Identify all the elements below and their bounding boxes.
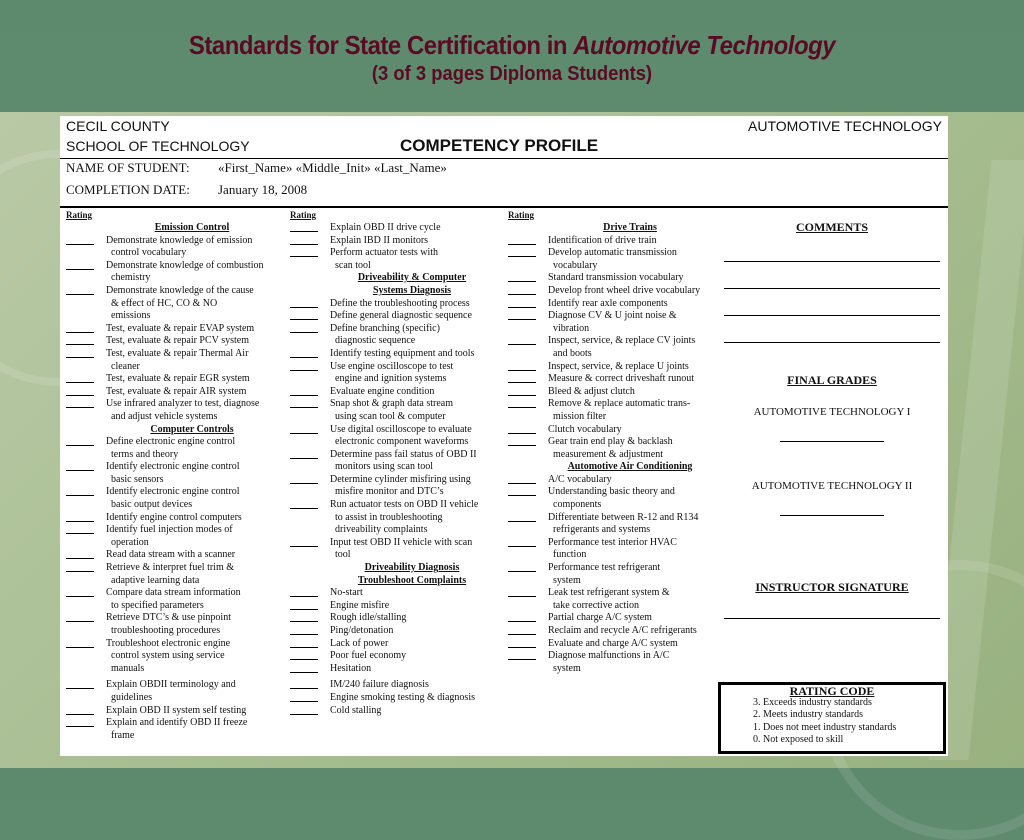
section-heading: Emission Control — [154, 222, 230, 233]
competency-text: Compare data stream information — [106, 587, 241, 599]
competency-item — [290, 612, 504, 625]
competency-item — [508, 512, 722, 525]
competency-item — [290, 650, 504, 663]
rating-blank — [290, 587, 318, 597]
competency-item — [290, 398, 504, 411]
competency-item — [290, 587, 504, 600]
rating-blank — [290, 625, 318, 635]
competency-text: Define general diagnostic sequence — [330, 310, 472, 322]
competency-item — [290, 247, 504, 260]
competency-item — [66, 638, 288, 651]
competency-item — [290, 449, 504, 462]
rating-blank — [66, 679, 94, 689]
rating-blank — [66, 436, 94, 446]
competency-text-continued: basic sensors — [111, 473, 164, 485]
competency-text: Define branching (specific) — [330, 322, 440, 334]
slide-title — [0, 30, 1024, 86]
comment-line — [724, 287, 940, 289]
rating-blank — [66, 587, 94, 597]
competency-text: Develop automatic transmission — [548, 247, 677, 259]
competency-text: Explain IBD II monitors — [330, 234, 429, 246]
competency-item — [66, 335, 288, 348]
rating-blank — [508, 235, 536, 245]
rating-blank — [290, 222, 318, 232]
rating-header: Rating — [66, 210, 93, 220]
competency-item — [508, 247, 722, 260]
competency-column-1 — [66, 210, 288, 742]
competency-text: Test, evaluate & repair EGR system — [106, 373, 250, 385]
competency-item — [66, 512, 288, 525]
competency-item — [66, 323, 288, 336]
competency-item — [66, 461, 288, 474]
rating-blank — [508, 612, 536, 622]
rating-blank — [508, 272, 536, 282]
competency-text: Demonstrate knowledge of combustion — [106, 259, 264, 271]
student-name-label: NAME OF STUDENT: — [66, 160, 190, 175]
competency-text: Cold stalling — [330, 704, 382, 716]
competency-text: Run actuator tests on OBD II vehicle — [330, 499, 479, 511]
competency-text: Test, evaluate & repair EVAP system — [106, 322, 255, 334]
competency-text-continued: scan tool — [335, 259, 371, 271]
competency-item — [66, 486, 288, 499]
grade-label-2: AUTOMOTIVE TECHNOLOGY II — [751, 480, 913, 492]
rating-blank — [290, 679, 318, 689]
competency-item — [508, 310, 722, 323]
competency-item — [290, 298, 504, 311]
rating-blank — [66, 612, 94, 622]
competency-text: Explain OBD II system self testing — [106, 704, 247, 716]
rating-code-box — [718, 682, 946, 754]
rating-blank — [290, 705, 318, 715]
competency-text: Input test OBD II vehicle with scan — [330, 536, 473, 548]
rating-blank — [290, 235, 318, 245]
competency-text: Measure & correct driveshaft runout — [548, 373, 695, 385]
slide-subtitle: (3 of 3 pages Diploma Students) — [371, 63, 653, 85]
competency-text: Retrieve & interpret fuel trim & — [106, 562, 235, 574]
competency-item — [290, 625, 504, 638]
competency-text-continued: function — [553, 549, 587, 561]
rating-blank — [508, 512, 536, 522]
department-name: AUTOMOTIVE TECHNOLOGY — [748, 118, 942, 134]
rating-blank — [508, 386, 536, 396]
competency-text: No-start — [330, 587, 363, 599]
grade-line — [780, 514, 884, 516]
competency-text-continued: manuals — [111, 662, 145, 674]
rating-blank — [290, 600, 318, 610]
divider — [60, 206, 948, 208]
competency-text-continued: guidelines — [111, 691, 153, 703]
rating-code-item: 1. Does not meet industry standards — [753, 721, 897, 733]
competency-item — [290, 663, 504, 676]
rating-blank — [290, 298, 318, 308]
competency-item — [290, 424, 504, 437]
competency-text-continued: vocabulary — [553, 259, 598, 271]
competency-item — [290, 348, 504, 361]
competency-item — [66, 587, 288, 600]
competency-item — [66, 717, 288, 730]
competency-item — [508, 298, 722, 311]
competency-text-continued: adaptive learning data — [111, 574, 200, 586]
competency-text-continued: measurement & adjustment — [553, 448, 663, 460]
competency-item — [508, 486, 722, 499]
competency-item — [508, 235, 722, 248]
comment-line — [724, 260, 940, 262]
competency-text-continued: diagnostic sequence — [335, 335, 416, 347]
competency-text: Understanding basic theory and — [548, 486, 675, 498]
competency-item — [66, 348, 288, 361]
rating-blank — [66, 705, 94, 715]
rating-blank — [290, 449, 318, 459]
rating-blank — [290, 537, 318, 547]
competency-text-continued: and adjust vehicle systems — [111, 410, 218, 422]
rating-blank — [290, 499, 318, 509]
competency-text: Diagnose malfunctions in A/C — [548, 650, 670, 662]
competency-item — [508, 386, 722, 399]
competency-text: Perform actuator tests with — [330, 247, 439, 259]
competency-item — [290, 222, 504, 235]
competency-item — [290, 235, 504, 248]
competency-text: A/C vocabulary — [548, 473, 612, 485]
competency-text-continued: system — [553, 574, 581, 586]
rating-code-title: RATING CODE — [789, 684, 875, 698]
competency-item — [290, 474, 504, 487]
competency-text: Poor fuel economy — [330, 650, 407, 662]
rating-blank — [508, 537, 536, 547]
final-grades-title: FINAL GRADES — [787, 373, 877, 387]
competency-text-continued: and boots — [553, 347, 592, 359]
competency-text: Use digital oscilloscope to evaluate — [330, 423, 472, 435]
rating-blank — [508, 424, 536, 434]
competency-text: Performance test refrigerant — [548, 562, 661, 574]
rating-blank — [66, 562, 94, 572]
competency-text-continued: troubleshooting procedures — [111, 625, 221, 636]
competency-item — [508, 587, 722, 600]
rating-blank — [290, 398, 318, 408]
section-heading: Automotive Air Conditioning — [567, 461, 693, 473]
competency-text: Reclaim and recycle A/C refrigerants — [548, 625, 697, 636]
competency-text: Standard transmission vocabulary — [548, 272, 684, 284]
rating-blank — [290, 638, 318, 648]
competency-item — [66, 562, 288, 575]
competency-text-continued: & effect of HC, CO & NO — [111, 297, 218, 309]
competency-item — [508, 398, 722, 411]
rating-blank — [66, 260, 94, 270]
competency-item — [290, 499, 504, 512]
competency-item — [66, 705, 288, 718]
rating-blank — [66, 386, 94, 396]
competency-text: Inspect, service, & replace CV joints — [548, 335, 696, 347]
rating-blank — [66, 486, 94, 496]
rating-blank — [66, 512, 94, 522]
competency-text: Performance test interior HVAC — [548, 536, 677, 548]
competency-text-continued: engine and ignition systems — [335, 373, 447, 385]
competency-item — [290, 600, 504, 613]
competency-text-continued: mission filter — [553, 410, 607, 422]
rating-header: Rating — [508, 210, 535, 220]
competency-item — [508, 285, 722, 298]
signature-line — [724, 617, 940, 619]
competency-item — [508, 650, 722, 663]
school-name-line-2: SCHOOL OF TECHNOLOGY — [66, 138, 250, 154]
comment-line — [724, 314, 940, 316]
title-prefix: Standards for State Certification in — [188, 30, 574, 60]
rating-blank — [508, 474, 536, 484]
rating-blank — [66, 323, 94, 333]
competency-item — [66, 373, 288, 386]
competency-item — [290, 361, 504, 374]
competency-text-continued: control system using service — [111, 650, 225, 662]
competency-text: Use engine oscilloscope to test — [330, 360, 454, 372]
rating-blank — [290, 386, 318, 396]
competency-text: Identify rear axle components — [548, 297, 668, 309]
competency-text: Remove & replace automatic trans- — [548, 398, 691, 410]
divider — [60, 158, 948, 159]
competency-text: Identification of drive train — [548, 234, 657, 246]
rating-blank — [508, 650, 536, 660]
competency-text: Clutch vocabulary — [548, 423, 622, 435]
rating-blank — [66, 373, 94, 383]
completion-date-label: COMPLETION DATE: — [66, 182, 190, 197]
competency-item — [508, 537, 722, 550]
competency-text: Bleed & adjust clutch — [548, 385, 635, 397]
rating-blank — [290, 323, 318, 333]
rating-blank — [290, 692, 318, 702]
rating-blank — [508, 398, 536, 408]
competency-text-continued: basic output devices — [111, 499, 193, 511]
rating-blank — [508, 361, 536, 371]
rating-blank — [508, 298, 536, 308]
title-emphasis: Automotive Technology — [573, 30, 836, 60]
competency-text: Leak test refrigerant system & — [548, 587, 670, 599]
competency-item — [508, 272, 722, 285]
competency-text: Determine cylinder misfiring using — [330, 473, 471, 485]
competency-column-3 — [508, 210, 722, 675]
competency-text: Differentiate between R-12 and R134 — [548, 511, 699, 523]
rating-blank — [508, 335, 536, 345]
rating-blank — [290, 612, 318, 622]
competency-text: Identify electronic engine control — [106, 486, 240, 498]
competency-text: Ping/detonation — [330, 625, 394, 636]
competency-text-continued: misfire monitor and DTC’s — [335, 486, 444, 498]
comment-line — [724, 341, 940, 343]
competency-text: Hesitation — [330, 662, 372, 674]
competency-text-continued: terms and theory — [111, 448, 179, 460]
rating-blank — [508, 486, 536, 496]
competency-text-continued: chemistry — [111, 272, 151, 284]
rating-blank — [290, 310, 318, 320]
rating-blank — [508, 247, 536, 257]
competency-text: Rough idle/stalling — [330, 612, 407, 624]
section-heading: Driveability & Computer — [357, 272, 467, 284]
competency-item — [508, 424, 722, 437]
competency-item — [290, 692, 504, 705]
competency-text: Diagnose CV & U joint noise & — [548, 310, 677, 322]
rating-blank — [290, 348, 318, 358]
competency-text: Demonstrate knowledge of the cause — [106, 284, 254, 296]
competency-text: Develop front wheel drive vocabulary — [548, 284, 701, 296]
competency-item — [290, 537, 504, 550]
section-heading: Driveability Diagnosis — [364, 562, 460, 574]
rating-blank — [290, 247, 318, 257]
competency-item — [66, 436, 288, 449]
competency-text: Test, evaluate & repair PCV system — [106, 335, 249, 347]
rating-blank — [66, 348, 94, 358]
competency-text-continued: tool — [335, 549, 351, 561]
competency-text: Determine pass fail status of OBD II — [330, 448, 477, 460]
profile-title: COMPETENCY PROFILE — [400, 136, 599, 155]
rating-blank — [290, 663, 318, 673]
rating-blank — [66, 638, 94, 648]
competency-text: Use infrared analyzer to test, diagnose — [106, 398, 260, 410]
completion-date-value: January 18, 2008 — [218, 182, 308, 197]
competency-item — [508, 373, 722, 386]
competency-text-continued: to specified parameters — [111, 599, 204, 611]
competency-text: Test, evaluate & repair Thermal Air — [106, 347, 249, 359]
rating-code-item: 3. Exceeds industry standards — [753, 697, 872, 709]
competency-text: Identify engine control computers — [106, 511, 242, 523]
competency-item — [66, 398, 288, 411]
competency-text: Partial charge A/C system — [548, 612, 652, 624]
competency-item — [290, 323, 504, 336]
rating-blank — [508, 638, 536, 648]
rating-blank — [66, 335, 94, 345]
rating-code-item: 2. Meets industry standards — [753, 709, 863, 721]
competency-text-continued: system — [553, 662, 581, 674]
rating-blank — [290, 474, 318, 484]
competency-text-continued: components — [553, 499, 602, 511]
rating-blank — [66, 461, 94, 471]
rating-blank — [66, 549, 94, 559]
competency-text: Explain OBD II drive cycle — [330, 222, 441, 233]
competency-item — [508, 335, 722, 348]
rating-blank — [508, 373, 536, 383]
competency-item — [66, 260, 288, 273]
competency-text-continued: monitors using scan tool — [335, 461, 434, 473]
competency-item — [66, 549, 288, 562]
competency-text-continued: operation — [111, 536, 149, 548]
competency-item — [290, 310, 504, 323]
competency-text: Read data stream with a scanner — [106, 549, 236, 561]
competency-text: Engine smoking testing & diagnosis — [330, 691, 475, 703]
competency-text-continued: electronic component waveforms — [335, 436, 469, 448]
competency-item — [66, 612, 288, 625]
competency-text: IM/240 failure diagnosis — [330, 679, 429, 691]
competency-item — [508, 474, 722, 487]
competency-text: Evaluate engine condition — [330, 385, 435, 397]
student-name-value: «First_Name» «Middle_Init» «Last_Name» — [218, 160, 447, 175]
competency-text: Gear train end play & backlash — [548, 436, 673, 448]
competency-text: Snap shot & graph data stream — [330, 398, 454, 410]
rating-blank — [508, 285, 536, 295]
competency-text: Test, evaluate & repair AIR system — [106, 385, 247, 397]
competency-text: Define the troubleshooting process — [330, 297, 470, 309]
competency-text: Lack of power — [330, 637, 389, 649]
section-heading: Computer Controls — [150, 423, 234, 435]
rating-blank — [508, 436, 536, 446]
title-line — [41, 30, 983, 61]
instructor-signature-title: INSTRUCTOR SIGNATURE — [755, 580, 909, 594]
competency-text: Explain OBDII terminology and — [106, 679, 236, 691]
section-heading: Troubleshoot Complaints — [357, 574, 467, 586]
school-name-line-1: CECIL COUNTY — [66, 118, 170, 134]
competency-text: Identify testing equipment and tools — [330, 347, 475, 359]
rating-blank — [290, 361, 318, 371]
competency-item — [508, 625, 722, 638]
competency-text-continued: frame — [111, 729, 135, 741]
competency-item — [508, 638, 722, 651]
competency-text: Explain and identify OBD II freeze — [106, 717, 248, 729]
comments-title: COMMENTS — [796, 220, 868, 234]
rating-blank — [66, 398, 94, 408]
competency-text-continued: to assist in troubleshooting — [335, 511, 443, 523]
competency-item — [290, 386, 504, 399]
competency-text: Identify fuel injection modes of — [106, 524, 233, 536]
competency-text-continued: vibration — [553, 322, 590, 334]
rating-blank — [508, 587, 536, 597]
grade-label-1: AUTOMOTIVE TECHNOLOGY I — [753, 406, 911, 418]
rating-blank — [66, 285, 94, 295]
competency-item — [66, 679, 288, 692]
rating-blank — [290, 424, 318, 434]
competency-item — [290, 638, 504, 651]
competency-item — [66, 235, 288, 248]
competency-item — [66, 386, 288, 399]
competency-item — [66, 285, 288, 298]
competency-column-2 — [290, 210, 504, 717]
rating-blank — [508, 625, 536, 635]
competency-text: Evaluate and charge A/C system — [548, 637, 678, 649]
competency-text-continued: emissions — [111, 310, 151, 322]
competency-text-continued: control vocabulary — [111, 247, 187, 259]
competency-item — [66, 524, 288, 537]
rating-code-item: 0. Not exposed to skill — [753, 733, 844, 745]
competency-item — [508, 436, 722, 449]
competency-text: Troubleshoot electronic engine — [106, 637, 231, 649]
competency-text-continued: cleaner — [111, 360, 140, 372]
competency-text: Define electronic engine control — [106, 436, 236, 448]
rating-blank — [508, 562, 536, 572]
competency-item — [508, 612, 722, 625]
rating-header: Rating — [290, 210, 317, 220]
section-heading: Drive Trains — [603, 222, 657, 233]
competency-text-continued: using scan tool & computer — [335, 410, 446, 422]
grade-line — [780, 440, 884, 442]
rating-blank — [66, 235, 94, 245]
competency-text: Demonstrate knowledge of emission — [106, 234, 253, 246]
rating-blank — [290, 650, 318, 660]
rating-blank — [66, 717, 94, 727]
competency-item — [508, 562, 722, 575]
competency-text: Inspect, service, & replace U joints — [548, 360, 689, 372]
competency-text-continued: driveability complaints — [335, 524, 428, 536]
rating-blank — [508, 310, 536, 320]
rating-blank — [66, 524, 94, 534]
section-heading: Systems Diagnosis — [372, 284, 452, 296]
competency-text: Retrieve DTC’s & use pinpoint — [106, 612, 231, 624]
competency-item — [290, 679, 504, 692]
competency-text-continued: refrigerants and systems — [553, 524, 651, 536]
competency-profile-document — [60, 116, 948, 756]
competency-text: Identify electronic engine control — [106, 461, 240, 473]
competency-item — [508, 361, 722, 374]
competency-text: Engine misfire — [330, 599, 390, 611]
comments-grades-panel — [724, 220, 940, 619]
competency-item — [290, 705, 504, 718]
competency-text-continued: take corrective action — [553, 599, 640, 611]
